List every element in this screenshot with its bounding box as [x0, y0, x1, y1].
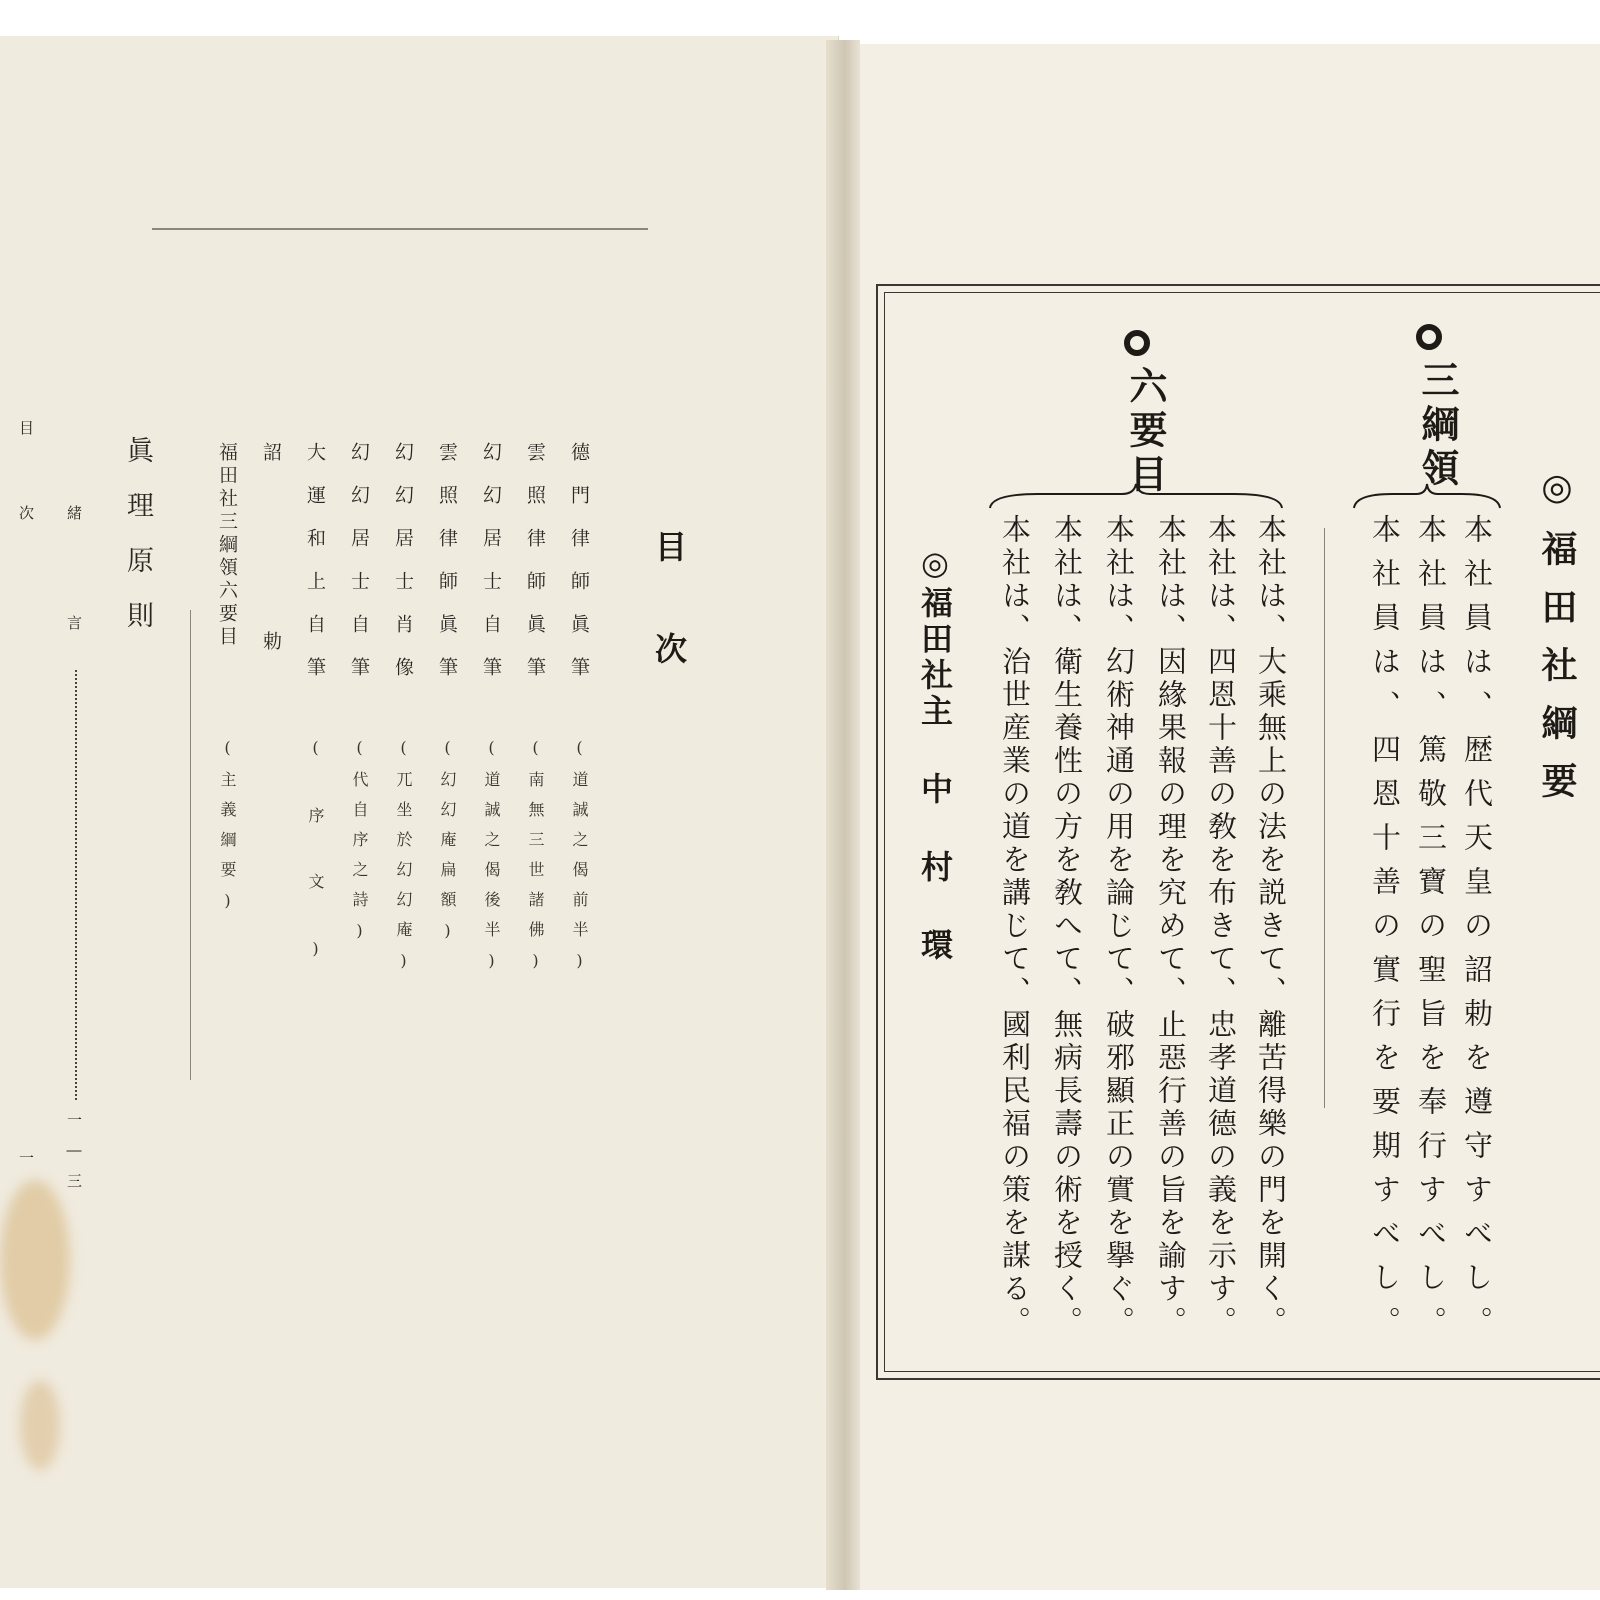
toc-entry-note: (道誠之偈前半) — [570, 738, 589, 984]
principle-line: 本社員は、篤敬三寶の聖旨を奉行すべし。 — [1414, 514, 1448, 1350]
point-line: 本社は、衛生養性の方を敎へて、無病長壽の術を授く。 — [1050, 514, 1084, 1339]
toc-entry-note: (兀坐於幻幻庵) — [394, 738, 413, 984]
toc-entry-note: (南無三世諸佛) — [526, 738, 545, 984]
brace-six-points — [988, 482, 1284, 512]
toc-entry-title: 幻幻居士自筆 — [348, 442, 370, 700]
point-line: 本社は、幻術神通の用を論じて、破邪顯正の實を擧ぐ。 — [1102, 514, 1136, 1339]
section-title-three-principles: 三綱領 — [1415, 360, 1460, 492]
toc-entry-note: (道誠之偈後半) — [482, 738, 501, 984]
toc-entry-title: 雲照律師眞筆 — [524, 442, 546, 700]
toc-entry-title: 詔勅 — [260, 442, 282, 820]
toc-top-rule — [152, 228, 648, 230]
toc-entry-title: 幻幻居士自筆 — [480, 442, 502, 700]
preface-title: 緒言 — [65, 505, 83, 725]
left-page — [0, 36, 839, 1588]
section-heading: 眞理原則 — [122, 436, 153, 656]
point-line: 本社は、因緣果報の理を究めて、止惡行善の旨を諭す。 — [1154, 514, 1188, 1339]
paper-stain — [20, 1380, 60, 1470]
toc-entry-title: 大運和上自筆 — [304, 442, 326, 700]
creed-main-title: ◎福田社綱要 — [1536, 466, 1578, 820]
point-line: 本社は、四恩十善の敎を布きて、忠孝道德の義を示す。 — [1204, 514, 1238, 1339]
toc-entry-title: 福田社三綱領六要目 — [216, 442, 238, 649]
book-gutter — [826, 40, 860, 1590]
circle-bullet-icon — [1416, 324, 1442, 350]
point-line: 本社は、治世産業の道を講じて、國利民福の策を謀る。 — [998, 514, 1032, 1339]
toc-entry-note: (序文) — [306, 738, 325, 1008]
toc-entry-title: 德門律師眞筆 — [568, 442, 590, 700]
preface-page-number: 一―三 — [65, 1112, 83, 1202]
founder-signature: ◎福田社主 中 村 環 — [916, 544, 954, 964]
preface-dot-leader — [75, 670, 77, 1100]
toc-entry-note: (幻幻庵扁額) — [438, 738, 457, 954]
toc-title: 目次 — [650, 530, 688, 734]
section-divider-rule — [1324, 528, 1325, 1108]
point-line: 本社は、大乘無上の法を説きて、離苦得樂の門を開く。 — [1254, 514, 1288, 1339]
toc-entry-title: 幻幻居士肖像 — [392, 442, 414, 700]
brace-three-principles — [1352, 482, 1502, 512]
toc-entry-note: (代自序之詩) — [350, 738, 369, 954]
section-title-six-points: 六要目 — [1123, 366, 1168, 498]
paper-stain — [0, 1180, 70, 1340]
toc-entry-note: (主義綱要) — [218, 738, 237, 924]
running-head: 目次 — [17, 420, 35, 590]
page-number: 一 — [17, 1150, 35, 1165]
toc-entry-title: 雲照律師眞筆 — [436, 442, 458, 700]
toc-divider-rule — [190, 610, 191, 1080]
principle-line: 本社員は、歴代天皇の詔勅を遵守すべし。 — [1460, 514, 1494, 1350]
principle-line: 本社員は、四恩十善の實行を要期すべし。 — [1368, 514, 1402, 1350]
circle-bullet-icon — [1124, 330, 1150, 356]
